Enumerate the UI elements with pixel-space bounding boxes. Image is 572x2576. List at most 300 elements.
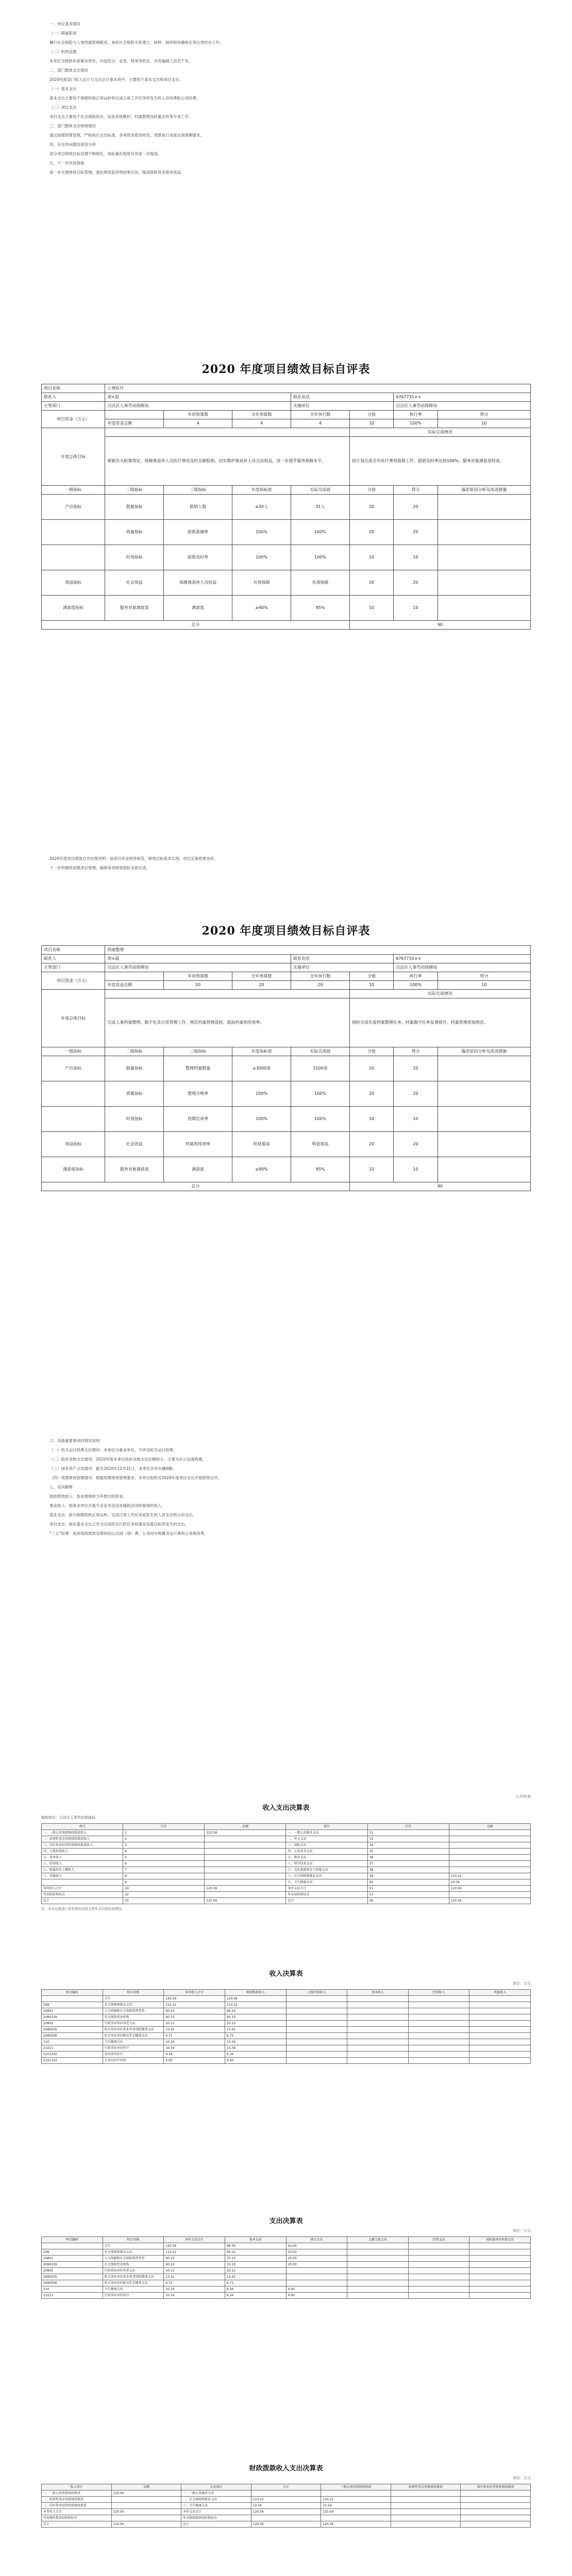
table-cell xyxy=(469,2008,531,2014)
table-cell xyxy=(347,2021,409,2027)
table-cell xyxy=(111,2515,181,2521)
table-cell: 10.34 xyxy=(321,2503,391,2509)
table-cell xyxy=(347,1996,409,2002)
total-value: 90 xyxy=(349,1182,530,1191)
text2-paragraph: （二）政府采购支出情况：2020年度本单位政府采购支出总额较小，主要为办公设备购置。 xyxy=(49,1457,207,1462)
table-cell xyxy=(469,2058,531,2064)
eval-title-2: 2020 年度项目绩效目标自评表 xyxy=(201,924,371,938)
table-cell xyxy=(469,2293,531,2299)
table-cell: 4.00 xyxy=(164,2058,225,2064)
table-cell xyxy=(408,2052,469,2058)
table-cell xyxy=(408,2014,469,2021)
table-cell: 110.22 xyxy=(321,2497,391,2503)
table-cell: 90.10 xyxy=(225,2014,286,2021)
eval-title-1: 2020 年度项目绩效目标自评表 xyxy=(201,363,371,376)
table-cell: 总计 xyxy=(286,1898,367,1904)
indicator-cell: 10 xyxy=(394,1157,438,1182)
indicator-cell xyxy=(438,1056,530,1081)
table-cell: 六、科学技术支出 xyxy=(286,1861,367,1867)
field-label: 实施单位 xyxy=(291,963,393,972)
indicator-col-head: 实际完成值 xyxy=(291,1047,349,1056)
indicator-row xyxy=(42,1132,531,1157)
goal-blank xyxy=(105,990,349,998)
table-cell xyxy=(205,1849,286,1855)
table-cell: 25 xyxy=(123,1898,205,1904)
eval-form-2 xyxy=(0,922,572,1191)
table-cell xyxy=(469,2262,531,2268)
indicator-cell: 100% xyxy=(232,545,291,570)
table-cell: 90.10 xyxy=(225,2008,286,2014)
table-row xyxy=(42,1867,531,1873)
table-cell: 120.56 xyxy=(164,2243,225,2249)
table-cell xyxy=(347,2268,409,2274)
indicator-cell: 数量指标 xyxy=(105,495,164,520)
indicator-cell: 报销人数 xyxy=(164,495,232,520)
table-cell xyxy=(469,2033,531,2039)
indicator-cell: 20 xyxy=(394,570,438,596)
table-cell: 20.00 xyxy=(286,2249,347,2256)
indicator-cell: 质量指标 xyxy=(105,520,164,545)
intro-paragraph: 二、部门整体支出情况 xyxy=(49,68,88,73)
table-cell xyxy=(469,2052,531,2058)
total-row xyxy=(42,621,531,630)
table-cell: 社会保险经办机构 xyxy=(103,2014,164,2021)
table-cell: 110.22 xyxy=(164,2002,225,2008)
table-cell: 总计 xyxy=(181,2521,251,2528)
table-cell: 年初结转和结余 xyxy=(42,1892,123,1898)
table-cell: 6.34 xyxy=(225,2052,286,2058)
contact-name: 周×晨 xyxy=(105,955,291,963)
indicator-cell xyxy=(438,495,530,520)
indicator-cell: 10 xyxy=(394,1107,438,1132)
table-cell: 二、外交支出 xyxy=(286,1836,367,1842)
indicator-col-head: 三级指标 xyxy=(164,486,232,495)
table-cell xyxy=(469,2268,531,2274)
indicator-cell: 31人 xyxy=(291,495,349,520)
contact-name: 周×晨 xyxy=(105,393,291,402)
table-cell: 2080109 xyxy=(42,2014,103,2021)
table-cell xyxy=(321,2490,391,2497)
table-cell xyxy=(469,2249,531,2256)
indicator-cell: 有效保障 xyxy=(291,570,349,596)
budget-cell: 年度资金总额 xyxy=(105,419,164,428)
table-row xyxy=(42,1861,531,1867)
table-cell: 6.34 xyxy=(225,2293,286,2299)
table-cell: 90.10 xyxy=(164,2008,225,2014)
table-cell xyxy=(408,2021,469,2027)
field-label: 联系电话 xyxy=(291,955,393,963)
column-header: 一般公共预算财政拨款 xyxy=(321,2484,391,2490)
indicator-cell: 100% xyxy=(291,520,349,545)
table-cell xyxy=(347,2033,409,2039)
indicator-cell xyxy=(438,545,530,570)
goal-text: 根据有关政策规定，保障离退休人员医疗费用及时足额报销，切实维护离退休人员合法权益，进一步提升服务保障水平。 xyxy=(105,437,349,486)
budget-cell: 100% xyxy=(394,419,438,428)
table-cell: 卫生健康支出 xyxy=(103,2039,164,2045)
budget-label: 项目资金（万元） xyxy=(42,972,105,990)
table-cell xyxy=(469,2021,531,2027)
eval-row xyxy=(42,393,531,402)
table-cell xyxy=(408,2280,469,2286)
table-cell xyxy=(469,2014,531,2021)
intro-paragraph: 三、部门整体支出绩效情况 xyxy=(49,124,96,128)
table-row xyxy=(42,2274,531,2280)
table-cell xyxy=(391,2509,461,2515)
table-cell: 三、国有资本经营预算财政拨款 xyxy=(42,2503,112,2509)
table-cell xyxy=(391,2497,461,2503)
table-cell xyxy=(347,2045,409,2052)
indicator-cell: 满意度 xyxy=(164,1157,232,1182)
indicator-cell: 20 xyxy=(394,1132,438,1157)
indicator-cell: 服务对象满意度 xyxy=(105,596,164,621)
table-cell: 五、事业收入 xyxy=(42,1855,123,1861)
indicator-col-head: 三级指标 xyxy=(164,1047,232,1056)
table-cell: 20801 xyxy=(42,2008,103,2014)
table-cell xyxy=(205,1879,286,1886)
table-cell: 120.56 xyxy=(321,2521,391,2528)
table-cell: 20.12 xyxy=(225,2021,286,2027)
budget-cell: 年度资金总额 xyxy=(105,981,164,990)
indicator-cell: ≥90% xyxy=(232,1157,291,1182)
table-cell: 208 xyxy=(42,2002,103,2008)
table-cell xyxy=(286,2014,347,2021)
indicator-cell: 100% xyxy=(232,1107,291,1132)
indicator-row xyxy=(42,1056,531,1081)
text2-paragraph: 六、其他重要事项的情况说明 xyxy=(49,1438,100,1443)
indicator-cell: 95% xyxy=(291,1157,349,1182)
text2-section xyxy=(0,1437,572,1539)
indicator-col-head: 得分 xyxy=(394,486,438,495)
table-row xyxy=(42,2052,531,2058)
table-cell xyxy=(251,2490,321,2497)
table-cell: 120.56 xyxy=(111,2490,181,2497)
table-cell xyxy=(286,2002,347,2008)
table-cell xyxy=(286,2280,347,2286)
column-header: 国有资本经营预算财政拨款 xyxy=(461,2484,531,2490)
table-cell xyxy=(469,2045,531,2052)
table-cell: 20 xyxy=(123,1886,205,1892)
table-row xyxy=(42,2033,531,2039)
goal-label: 年度总体目标 xyxy=(42,428,105,486)
table-cell: 10.34 xyxy=(164,2293,225,2299)
field-label: 主管部门 xyxy=(42,402,105,411)
table-row xyxy=(42,2039,531,2045)
table-cell xyxy=(408,2033,469,2039)
table-cell: 90.22 xyxy=(225,2249,286,2256)
budget-col-head: 全年执行数 xyxy=(291,411,349,419)
table-head-row xyxy=(42,2484,531,2490)
table-row xyxy=(42,2249,531,2256)
table-cell: 七、附属单位上缴收入 xyxy=(42,1867,123,1873)
table-cell xyxy=(408,2249,469,2256)
fin-table-1 xyxy=(0,1793,572,1911)
table-cell xyxy=(347,2014,409,2021)
table-cell xyxy=(391,2521,461,2528)
table-cell: 36 xyxy=(367,1855,449,1861)
unit-name: 汉沽区人事劳动保障局 xyxy=(394,402,531,411)
indicator-cell: 服务对象满意度 xyxy=(105,1157,164,1182)
table-row xyxy=(42,2021,531,2027)
budget-head-row xyxy=(42,972,531,981)
column-header: 本年收入合计 xyxy=(164,1990,225,1996)
table-cell: 社会保险经办机构 xyxy=(103,2262,164,2268)
unit-note-3: 单位：万元 xyxy=(513,2229,531,2233)
table-cell: 110.22 xyxy=(251,2497,321,2503)
indicator-cell: 20 xyxy=(349,520,393,545)
table-cell: 七、文化旅游体育与传媒支出 xyxy=(286,1867,367,1873)
table-cell: 110.22 xyxy=(164,2249,225,2256)
project-name: 公费医疗 xyxy=(105,384,531,393)
table-cell xyxy=(205,1861,286,1867)
table-cell xyxy=(469,2002,531,2008)
budget-cell: 20 xyxy=(164,981,232,990)
goal-head-row xyxy=(42,990,531,998)
indicator-cell: 按期完成率 xyxy=(164,1107,232,1132)
indicator-cell: 社会效益 xyxy=(105,1132,164,1157)
table-cell: 事业单位医疗 xyxy=(103,2052,164,2058)
table-cell xyxy=(469,2274,531,2280)
indicator-cell: 满意度指标 xyxy=(42,596,105,621)
table-cell: 10.34 xyxy=(225,2045,286,2052)
table-cell xyxy=(42,1996,103,2002)
table-cell xyxy=(469,2256,531,2262)
table-head-row xyxy=(42,1824,531,1830)
budget-cell: 10 xyxy=(349,981,393,990)
table-cell: 9 xyxy=(123,1879,205,1886)
table-cell xyxy=(286,2058,347,2064)
table-row xyxy=(42,2256,531,2262)
indicator-row xyxy=(42,495,531,520)
table-cell: 九、卫生健康支出 xyxy=(286,1879,367,1886)
table-cell xyxy=(449,1861,530,1867)
table-title-2: 收入决算表 xyxy=(269,1970,303,1978)
table-row xyxy=(42,1898,531,1904)
intro-paragraph: （一）职能职责 xyxy=(49,31,77,36)
table-cell: 六、经营收入 xyxy=(42,1861,123,1867)
table-row xyxy=(42,1892,531,1898)
column-header: 科目编码 xyxy=(42,2237,103,2243)
indicator-cell: 档案利用效率 xyxy=(164,1132,232,1157)
indicator-cell xyxy=(438,570,530,596)
table-cell: 二、政府性基金预算财政拨款收入 xyxy=(42,1836,123,1842)
table-cell: 39 xyxy=(367,1873,449,1879)
table-cell xyxy=(449,1867,530,1873)
table-cell: 21011 xyxy=(42,2293,103,2299)
table-cell xyxy=(408,2262,469,2268)
table-cell xyxy=(347,2293,409,2299)
table-cell xyxy=(408,2293,469,2299)
indicator-row xyxy=(42,570,531,596)
table-cell: 20805 xyxy=(42,2268,103,2274)
table-cell: 20.00 xyxy=(286,2256,347,2262)
budget-head-row xyxy=(42,411,531,419)
table-cell: 本年支出合计 xyxy=(286,1886,367,1892)
table-cell xyxy=(286,2052,347,2058)
table-cell: 合计 xyxy=(103,1996,164,2002)
indicator-cell: 明显提高 xyxy=(291,1132,349,1157)
table-cell xyxy=(347,2058,409,2064)
budget-cell: 4 xyxy=(164,419,232,428)
indicator-cell: 20 xyxy=(394,1056,438,1081)
indicator-cell: 3100卷 xyxy=(291,1056,349,1081)
budget-cell: 4 xyxy=(291,419,349,428)
intro-paragraphs xyxy=(41,21,531,176)
table-cell: 120.56 xyxy=(449,1886,530,1892)
table-row xyxy=(42,1873,531,1879)
table-cell xyxy=(408,2002,469,2008)
table-cell: 总计 xyxy=(42,2521,112,2528)
table-cell: 20.12 xyxy=(225,2268,286,2274)
table-cell: 13.41 xyxy=(164,2274,225,2280)
form-note: 公开01表 xyxy=(515,1794,531,1799)
table-row xyxy=(42,1836,531,1842)
project-name: 档案整理 xyxy=(105,946,531,955)
table-cell: 五、教育支出 xyxy=(286,1855,367,1861)
dept-name: 汉沽区人事劳动保障局 xyxy=(105,963,291,972)
indicator-cell: ≥90% xyxy=(232,596,291,621)
indicator-row xyxy=(42,545,531,570)
intro-paragraph: 五、下一步改进措施 xyxy=(49,161,85,165)
column-header: 科目名称 xyxy=(103,1990,164,1996)
table-cell: 10.34 xyxy=(164,2286,225,2293)
text2-paragraph: 项目支出：指在基本支出之外为完成特定行政任务和事业发展目标所发生的支出。 xyxy=(49,1522,189,1527)
indicator-col-head: 实际完成值 xyxy=(291,486,349,495)
table-cell: 96.56 xyxy=(225,2243,286,2249)
table-cell: 33 xyxy=(367,1836,449,1842)
table-row xyxy=(42,2002,531,2008)
indicator-cell: 满意度指标 xyxy=(42,1157,105,1182)
text2-paragraph: （三）国有资产占用情况：截至2020年12月31日，本单位共有车辆0辆。 xyxy=(49,1466,176,1471)
column-header: 行次 xyxy=(123,1824,205,1830)
intro-paragraph: 2020年度部门收入总计与支出总计基本持平，主要用于基本支出和项目支出。 xyxy=(49,77,183,82)
table-income-expense xyxy=(41,1823,531,1904)
table-cell: 四、上级补助收入 xyxy=(42,1849,123,1855)
table-cell: 120.56 xyxy=(111,2509,181,2515)
table-cell: 208 xyxy=(42,2249,103,2256)
intro-paragraph: （一）基本支出 xyxy=(49,87,77,91)
table-cell: 2080506 xyxy=(42,2033,103,2039)
table-cell: 90.10 xyxy=(164,2262,225,2268)
indicator-cell xyxy=(438,596,530,621)
table-cell: 四、公共安全支出 xyxy=(286,1849,367,1855)
indicator-cell: 20 xyxy=(349,1132,393,1157)
budget-cell: 10 xyxy=(438,981,530,990)
indicator-cell: 10 xyxy=(394,596,438,621)
table-cell xyxy=(347,2027,409,2033)
field-label: 项目名称 xyxy=(42,384,105,393)
table-row xyxy=(42,2293,531,2299)
indicator-cell: 100% xyxy=(232,1081,291,1107)
table-cell: 10.34 xyxy=(449,1879,530,1886)
table-cell: 公务员医疗补助 xyxy=(103,2058,164,2064)
table-cell: 120.56 xyxy=(251,2509,321,2515)
column-header: 项目支出 xyxy=(286,2237,347,2243)
intro-paragraph: 基本支出主要用于保障机构正常运转和完成日常工作任务所发生的人员经费和公用经费。 xyxy=(49,96,200,100)
indicator-cell: 100% xyxy=(232,520,291,545)
budget-col-head: 年初预算数 xyxy=(164,411,232,419)
intro-paragraph: （二）项目支出 xyxy=(49,105,77,110)
table-cell: 年初财政拨款结转和结余 xyxy=(42,2515,112,2521)
budget-cell: 10 xyxy=(349,419,393,428)
table-cell xyxy=(408,2274,469,2280)
table-cell: 4.00 xyxy=(286,2293,347,2299)
budget-col-head: 得分 xyxy=(438,972,530,981)
table-cell xyxy=(42,1879,123,1886)
table-cell: 10.34 xyxy=(164,2039,225,2045)
table-cell: 机关事业单位基本养老保险缴费支出 xyxy=(103,2027,164,2033)
table-cell xyxy=(449,1842,530,1849)
intro-paragraph: 履行社会保险与人事档案管理职责，承担社会保险关系建立、转移、接续和待遇核定等日常经办工作。 xyxy=(49,40,224,45)
fin-table-4 xyxy=(0,2463,572,2528)
table-cell xyxy=(205,1867,286,1873)
indicator-cell: 100% xyxy=(291,1081,349,1107)
indicator-col-head: 年度指标值 xyxy=(232,486,291,495)
indicator-row xyxy=(42,1081,531,1107)
table-cell xyxy=(408,2058,469,2064)
indicator-row xyxy=(42,1157,531,1182)
table-cell xyxy=(205,1873,286,1879)
eval-row xyxy=(42,384,531,393)
table-row xyxy=(42,2490,531,2497)
eval-row xyxy=(42,402,531,411)
budget-col-head: 全年预算数 xyxy=(232,972,291,981)
indicator-col-head: 分值 xyxy=(349,1047,393,1056)
table-cell: 120.56 xyxy=(225,1996,286,2002)
table-cell xyxy=(461,2497,531,2503)
table-cell: 机关事业单位职业年金缴费支出 xyxy=(103,2033,164,2039)
indicator-cell: 整理档案数量 xyxy=(164,1056,232,1081)
table-cell: 行政事业单位医疗 xyxy=(103,2045,164,2052)
indicator-cell: 时效指标 xyxy=(105,1107,164,1132)
budget-blank xyxy=(105,972,164,981)
foot-note: 注：本表反映部门本年度的总收支和年末结转结余情况。 xyxy=(41,1907,125,1911)
indicator-col-head: 一级指标 xyxy=(42,486,105,495)
budget-row xyxy=(42,419,531,428)
table-cell xyxy=(408,2045,469,2052)
table-cell: 21011 xyxy=(42,2045,103,2052)
unit-note-4: 单位：万元 xyxy=(513,2476,531,2480)
table-cell xyxy=(205,1892,286,1898)
dept-name: 汉沽区人事劳动保障局 xyxy=(105,402,291,411)
goal-text: 完成人事档案整理、数字化及日常管理工作，规范档案管理流程，提高档案利用效率。 xyxy=(105,998,349,1047)
intro-paragraph: （二）机构设置 xyxy=(49,49,77,54)
indicator-col-head: 二级指标 xyxy=(105,1047,164,1056)
table-cell xyxy=(391,2503,461,2509)
text2-paragraphs xyxy=(41,1437,531,1537)
indicator-row xyxy=(42,520,531,545)
table-row xyxy=(42,1879,531,1886)
table-cell: 4 xyxy=(123,1849,205,1855)
table-cell: 2080506 xyxy=(42,2280,103,2286)
table-cell xyxy=(347,2274,409,2280)
table-cell: 6.34 xyxy=(225,2286,286,2293)
table-cell: 本年支出合计 xyxy=(181,2509,251,2515)
budget-col-head: 分值 xyxy=(349,972,393,981)
indicator-cell: 10 xyxy=(349,596,393,621)
table-cell xyxy=(461,2521,531,2528)
indicator-col-head: 二级指标 xyxy=(105,486,164,495)
intro-section xyxy=(0,21,572,178)
table-cell: 三、国有资本经营预算财政拨款收入 xyxy=(42,1842,123,1849)
budget-row xyxy=(42,981,531,990)
table-title-4: 财政拨款收入支出决算表 xyxy=(249,2465,323,2472)
table-cell: 人力资源和社会保障管理事务 xyxy=(103,2008,164,2014)
text2-paragraph: （一）机关运行经费支出情况：本单位为事业单位，不涉及机关运行经费。 xyxy=(49,1448,177,1452)
column-header: 项目 xyxy=(286,1824,367,1830)
field-label: 联系人 xyxy=(42,955,105,963)
indicator-cell: 产出指标 xyxy=(42,1056,105,1081)
table-cell xyxy=(461,2490,531,2497)
